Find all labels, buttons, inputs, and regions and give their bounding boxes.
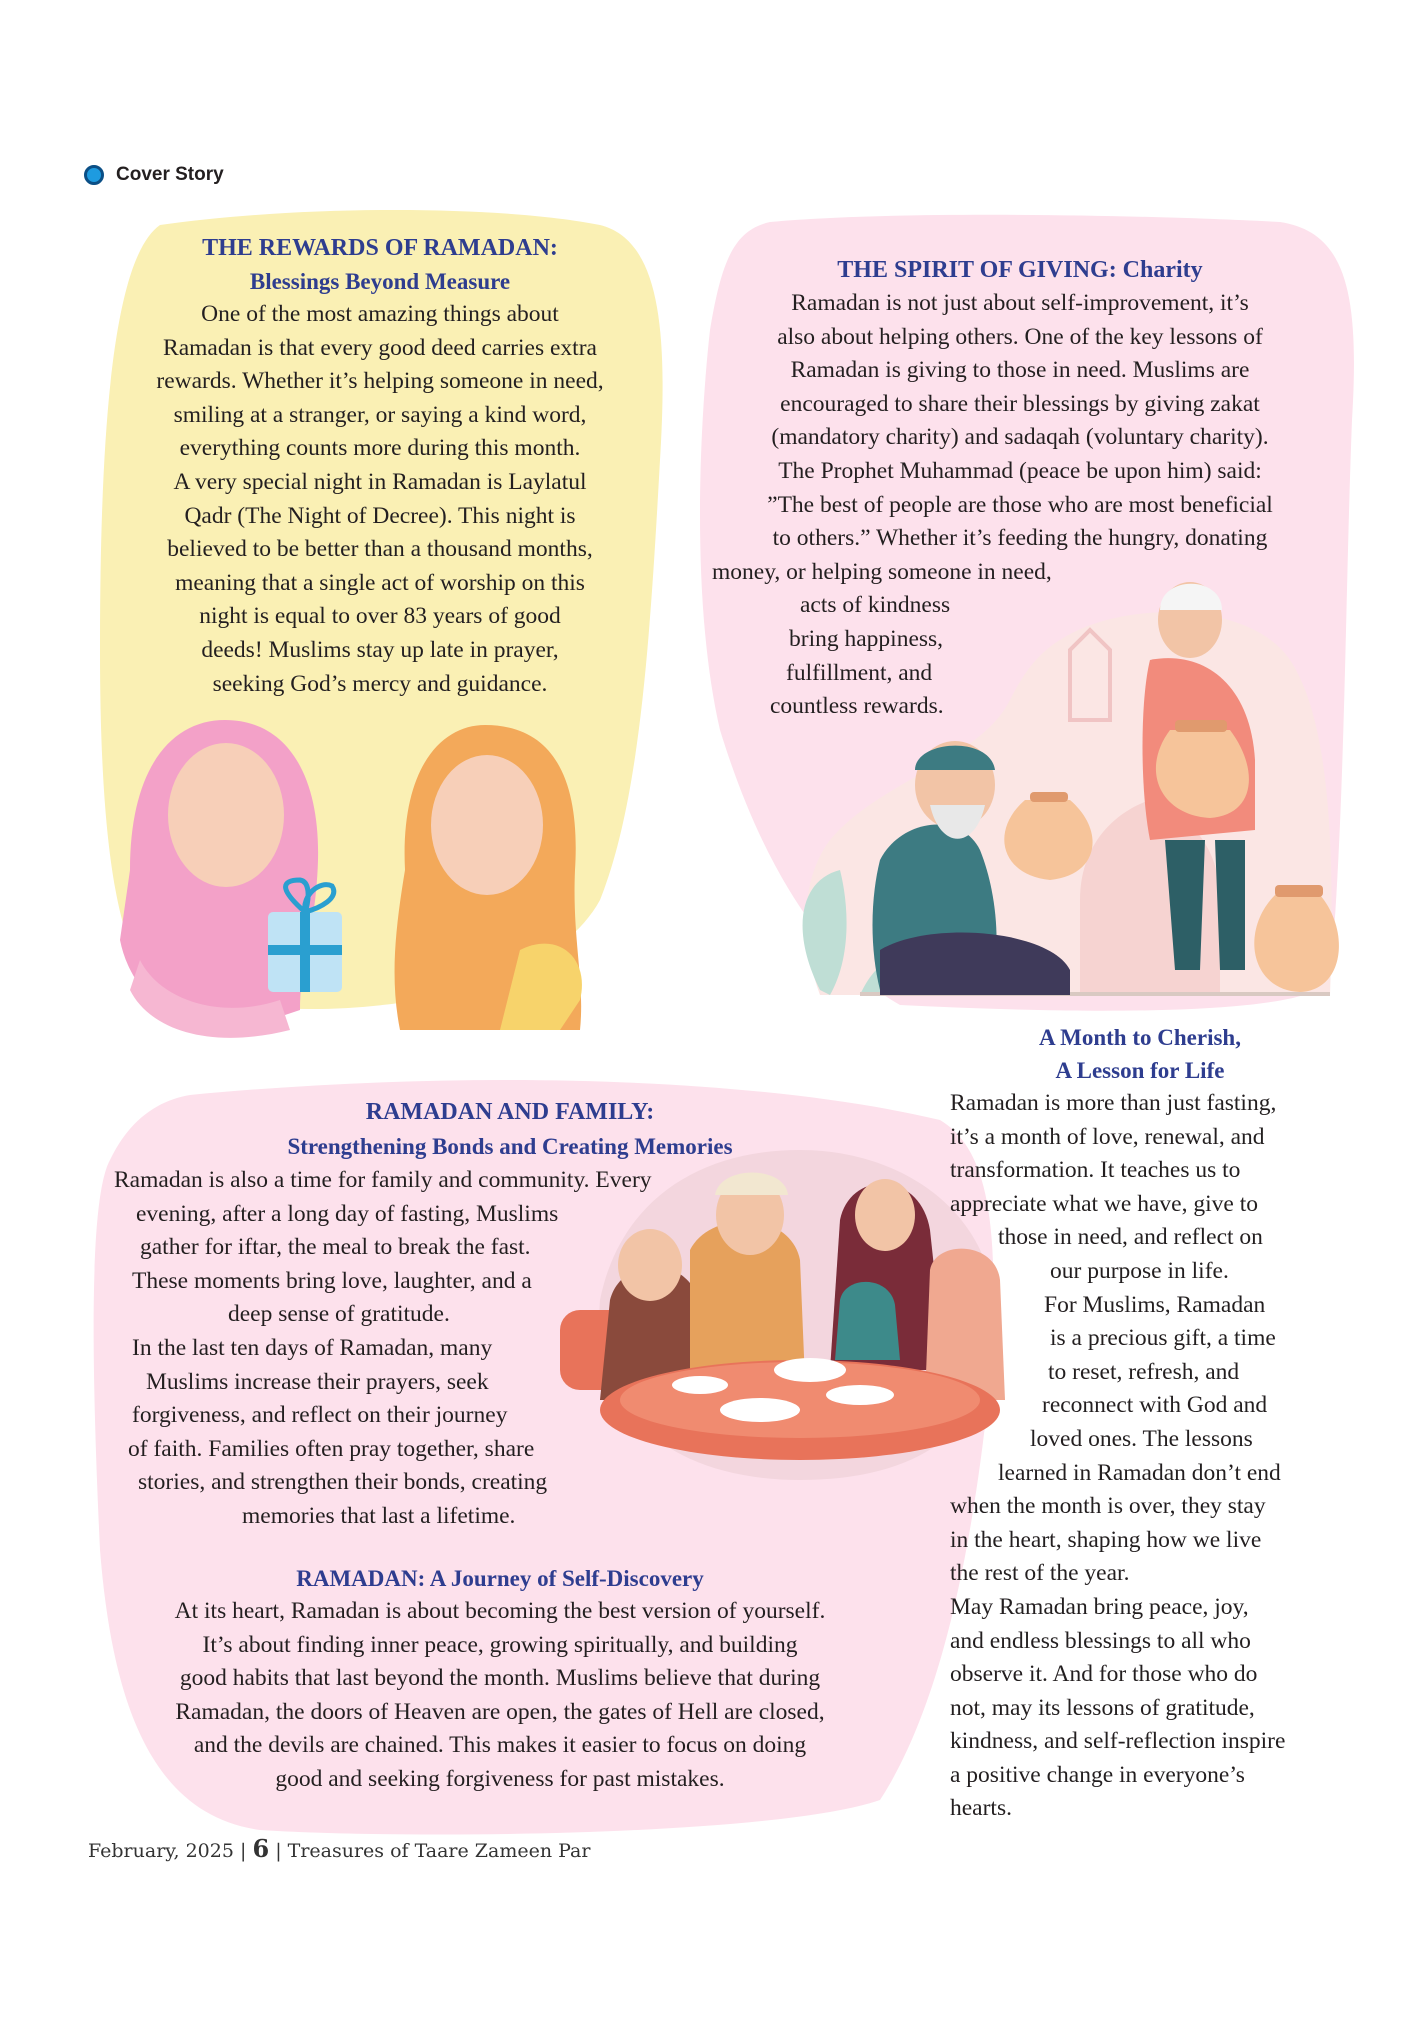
section-dot-icon: [84, 165, 104, 185]
page-number: 6: [252, 1834, 270, 1863]
food-bowl: [774, 1358, 846, 1382]
giving-title: THE SPIRIT OF GIVING: Charity: [837, 257, 1203, 283]
mother-face: [855, 1179, 915, 1251]
cherish-title-line1: A Month to Cherish,: [1039, 1025, 1241, 1050]
pink-girl-face: [168, 743, 284, 887]
journey-article: [140, 1562, 860, 1797]
journey-title: RAMADAN: A Journey of Self-Discovery: [296, 1566, 704, 1591]
family-body: Ramadan is also a time for family and community. Every evening, after a long day of fasting, Muslims gather for iftar, the meal to break the fast. These moments bring love, laughter, and a deep sense of gratitude. In the last ten days of Ramadan, many Muslims increase their prayers, seek forgiveness, and reflect on their journey of faith. Families often pray together, share stories, and strengthen their bonds, creating memories that last a lifetime.: [114, 1167, 652, 1529]
food-plate: [826, 1385, 894, 1405]
family-subtitle: Strengthening Bonds and Creating Memories: [287, 1134, 733, 1159]
giving-article: [700, 254, 1340, 724]
section-tag: [84, 164, 224, 186]
food-plate: [720, 1398, 800, 1422]
giving-body: Ramadan is not just about self-improvement, it’s also about helping others. One of the key lessons of Ramadan is giving to those in need. Muslims are encouraged to share their blessings by giving zakat (mandatory charity) and sadaqah (voluntary charity). The Prophet Muhammad (peace be upon him) said: ”The best of people are those who are most beneficial to others.” Whether it’s feeding the hungry, donating money, or helping someone in need, acts of kindness bring happiness, fulfillment, and countless rewards.: [712, 290, 1273, 720]
food-plate: [672, 1376, 728, 1394]
footer-separator: |: [275, 1840, 288, 1862]
cherish-title-line2: A Lesson for Life: [1055, 1058, 1225, 1083]
rewards-title: THE REWARDS OF RAMADAN:: [202, 235, 558, 261]
section-tag-label: Cover Story: [116, 164, 224, 185]
family-title: RAMADAN AND FAMILY:: [365, 1099, 655, 1125]
footer-publication: Treasures of Taare Zameen Par: [287, 1840, 591, 1862]
footer-separator: |: [239, 1840, 253, 1862]
rewards-subtitle: Blessings Beyond Measure: [249, 269, 511, 294]
journey-body: At its heart, Ramadan is about becoming the best version of yourself. It’s about finding inner peace, growing spiritually, and building good habits that last beyond the month. Muslims believe that during Ramadan, the doors of Heaven are open, the gates of Hell are closed, and the devils are chained. This makes it easier to focus on doing good and seeking forgiveness for past mistakes.: [174, 1598, 826, 1792]
charity-bag-ground: [1254, 895, 1339, 992]
cherish-article: [950, 1021, 1370, 1826]
page-footer: [88, 1834, 590, 1863]
footer-date: February, 2025: [88, 1840, 234, 1862]
cherish-body: Ramadan is more than just fasting, it’s a month of love, renewal, and transformation. It teaches us to appreciate what we have, give to those in need, and reflect on our purpose in life. For Muslims, Ramadan is a precious gift, a time to reset, refresh, and reconnect with God and loved ones. The lessons learned in Ramadan don’t end when the month is over, they stay in the heart, shaping how we live the rest of the year. May Ramadan bring peace, joy, and endless blessings to all who observe it. And for those who do not, may its lessons of gratitude, kindness, and self-reflection inspire a positive change in everyone’s hearts.: [950, 1090, 1286, 1822]
rewards-article: [110, 232, 650, 701]
orange-girl-face: [431, 755, 543, 895]
rewards-body: One of the most amazing things about Ramadan is that every good deed carries extra rewards. Whether it’s helping someone in need, smiling at a stranger, or saying a kind word, everything counts more during this month. A very special night in Ramadan is Laylatul Qadr (The Night of Decree). This night is believed to be better than a thousand months, meaning that a single act of worship on this night is equal to over 83 years of good deeds! Muslims stay up late in prayer, seeking God’s mercy and guidance.: [156, 301, 604, 697]
child-girl-hijab: [835, 1282, 900, 1360]
